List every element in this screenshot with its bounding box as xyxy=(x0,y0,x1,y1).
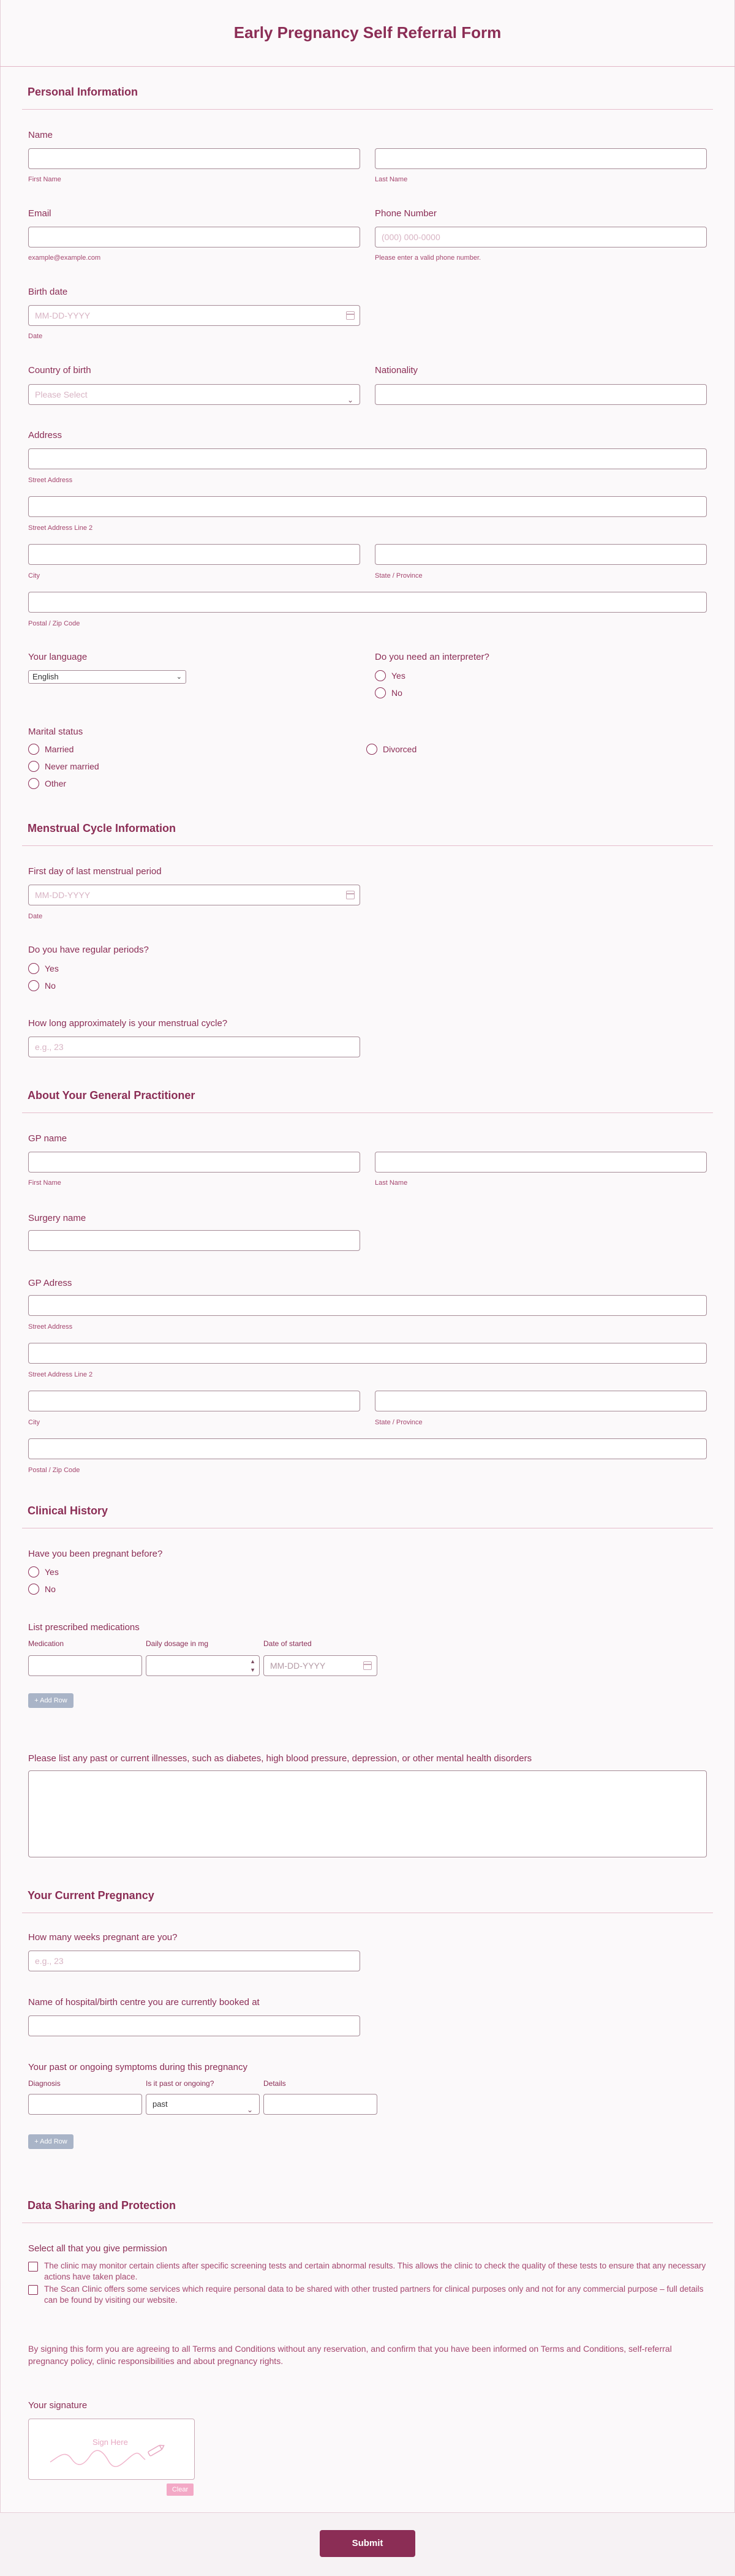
birth-date-sublabel: Date xyxy=(28,333,43,340)
radio-button[interactable] xyxy=(28,1566,39,1577)
symptoms-label: Your past or ongoing symptoms during this pregnancy xyxy=(28,2062,247,2072)
marital-divorced-option[interactable] xyxy=(366,744,417,755)
street-address-2-input[interactable] xyxy=(28,496,707,517)
regular-periods-label: Do you have regular periods? xyxy=(28,945,149,955)
city-input[interactable] xyxy=(28,544,360,565)
country-select[interactable] xyxy=(28,384,360,405)
gp-first-name-input[interactable] xyxy=(28,1152,360,1173)
marital-never-married-option[interactable] xyxy=(28,761,99,772)
radio-button[interactable] xyxy=(28,1584,39,1595)
first-name-sublabel: First Name xyxy=(28,176,61,183)
option-label: Married xyxy=(45,744,74,754)
illness-label: Please list any past or current illnesses, such as diabetes, high blood pressure, depression, or other mental health disorders xyxy=(28,1753,532,1764)
option-label: Yes xyxy=(45,1567,59,1577)
option-label: No xyxy=(391,688,402,698)
language-value: English xyxy=(32,672,59,681)
lmp-date-input[interactable] xyxy=(28,885,360,905)
gp-street-input[interactable] xyxy=(28,1295,707,1316)
language-select[interactable] xyxy=(28,670,186,684)
section-title-clinical: Clinical History xyxy=(28,1505,108,1517)
chevron-down-icon: ⌄ xyxy=(246,2106,253,2114)
add-medication-row-button[interactable]: + Add Row xyxy=(28,1693,74,1708)
email-sublabel: example@example.com xyxy=(28,254,101,262)
gp-address-label: GP Adress xyxy=(28,1278,72,1288)
last-name-input[interactable] xyxy=(375,148,707,169)
past-ongoing-value: past xyxy=(153,2099,168,2109)
details-column-header: Details xyxy=(263,2079,286,2088)
option-label: Yes xyxy=(45,964,59,973)
radio-button[interactable] xyxy=(28,778,39,789)
pregnant-before-yes-option[interactable] xyxy=(28,1566,59,1577)
birth-date-placeholder: MM-DD-YYYY xyxy=(35,311,91,320)
lmp-sublabel: Date xyxy=(28,913,43,920)
phone-placeholder: (000) 000-0000 xyxy=(382,232,440,242)
regular-yes-option[interactable] xyxy=(28,963,59,974)
street-address-input[interactable] xyxy=(28,448,707,469)
lmp-placeholder: MM-DD-YYYY xyxy=(35,890,91,900)
gp-name-label: GP name xyxy=(28,1133,67,1144)
pregnant-before-no-option[interactable] xyxy=(28,1584,56,1595)
surgery-name-label: Surgery name xyxy=(28,1213,86,1223)
option-label: No xyxy=(45,981,56,991)
checkbox[interactable] xyxy=(28,2262,38,2272)
first-name-input[interactable] xyxy=(28,148,360,169)
clear-signature-button[interactable]: Clear xyxy=(167,2483,194,2496)
signature-label: Your signature xyxy=(28,2400,88,2411)
birth-date-input[interactable] xyxy=(28,305,360,326)
gp-city-input[interactable] xyxy=(28,1391,360,1411)
gp-state-input[interactable] xyxy=(375,1391,707,1411)
cycle-length-input[interactable] xyxy=(28,1037,360,1057)
section-title-personal: Personal Information xyxy=(28,86,138,98)
weeks-placeholder: e.g., 23 xyxy=(35,1956,64,1966)
permission-option-sharing[interactable] xyxy=(28,2284,707,2306)
option-label: Other xyxy=(45,779,67,788)
name-label: Name xyxy=(28,130,53,140)
phone-label: Phone Number xyxy=(375,208,437,219)
option-label: No xyxy=(45,1584,56,1594)
medications-label: List prescribed medications xyxy=(28,1622,140,1633)
weeks-pregnant-label: How many weeks pregnant are you? xyxy=(28,1932,178,1943)
birth-date-label: Birth date xyxy=(28,287,68,297)
chevron-down-icon: ⌄ xyxy=(347,396,353,404)
country-label: Country of birth xyxy=(28,365,91,376)
pregnant-before-label: Have you been pregnant before? xyxy=(28,1549,163,1559)
dosage-column-header: Daily dosage in mg xyxy=(146,1639,209,1648)
signature-pad[interactable] xyxy=(28,2419,195,2480)
calendar-icon[interactable] xyxy=(363,1661,372,1670)
last-name-sublabel: Last Name xyxy=(375,176,408,183)
option-label: The clinic may monitor certain clients after specific screening tests and certain abnormal results. This allows the clinic to check the quality of these tests to ensure that any necessary actions have taken place. xyxy=(44,2261,706,2281)
diagnosis-input[interactable] xyxy=(28,2094,142,2115)
interpreter-no-option[interactable] xyxy=(375,687,402,698)
option-label: Divorced xyxy=(383,744,417,754)
section-title-pregnancy: Your Current Pregnancy xyxy=(28,1889,154,1902)
radio-button[interactable] xyxy=(375,670,386,681)
gp-city-sublabel: City xyxy=(28,1419,40,1426)
cycle-placeholder: e.g., 23 xyxy=(35,1042,64,1052)
section-title-menstrual: Menstrual Cycle Information xyxy=(28,822,176,834)
street-address-2-sublabel: Street Address Line 2 xyxy=(28,524,93,532)
state-input[interactable] xyxy=(375,544,707,565)
language-label: Your language xyxy=(28,652,88,662)
phone-input[interactable] xyxy=(375,227,707,247)
gp-street-sublabel: Street Address xyxy=(28,1323,73,1331)
radio-button[interactable] xyxy=(28,744,39,755)
gp-state-sublabel: State / Province xyxy=(375,1419,423,1426)
gp-street-2-sublabel: Street Address Line 2 xyxy=(28,1371,93,1378)
weeks-pregnant-input[interactable] xyxy=(28,1951,360,1971)
option-label: Never married xyxy=(45,761,99,771)
address-label: Address xyxy=(28,430,62,440)
section-title-gp: About Your General Practitioner xyxy=(28,1089,195,1101)
marital-label: Marital status xyxy=(28,727,83,737)
nationality-input[interactable] xyxy=(375,384,707,405)
interpreter-label: Do you need an interpreter? xyxy=(375,652,489,662)
gp-last-name-sublabel: Last Name xyxy=(375,1179,408,1187)
lmp-label: First day of last menstrual period xyxy=(28,866,162,877)
section-divider xyxy=(22,1112,713,1113)
illness-textarea[interactable] xyxy=(28,1770,707,1857)
agreement-text: By signing this form you are agreeing to all Terms and Conditions without any reservation, and confirm that you have been informed on Terms and Conditions, self-referral pregnancy policy, clinic responsibilities and about pregnancy rights. xyxy=(28,2344,672,2366)
gp-street-2-input[interactable] xyxy=(28,1343,707,1364)
form-title: Early Pregnancy Self Referral Form xyxy=(233,23,502,42)
email-label: Email xyxy=(28,208,51,219)
cycle-length-label: How long approximately is your menstrual cycle? xyxy=(28,1018,228,1029)
regular-no-option[interactable] xyxy=(28,980,56,991)
radio-button[interactable] xyxy=(366,744,377,755)
signature-scribble-icon xyxy=(47,2438,170,2468)
radio-button[interactable] xyxy=(28,963,39,974)
marital-other-option[interactable] xyxy=(28,778,66,789)
submit-button[interactable]: Submit xyxy=(320,2530,415,2557)
phone-sublabel: Please enter a valid phone number. xyxy=(375,254,481,262)
section-title-sharing: Data Sharing and Protection xyxy=(28,2199,176,2212)
radio-button[interactable] xyxy=(28,761,39,772)
hospital-label: Name of hospital/birth centre you are currently booked at xyxy=(28,1997,260,2008)
date-started-column-header: Date of started xyxy=(263,1639,312,1648)
past-ongoing-column-header: Is it past or ongoing? xyxy=(146,2079,214,2088)
interpreter-yes-option[interactable] xyxy=(375,670,405,681)
option-label: The Scan Clinic offers some services which require personal data to be shared with other trusted partners for clinical purposes only and not for any commercial purpose – full details can be found by visiting our website. xyxy=(44,2284,704,2305)
gp-postal-sublabel: Postal / Zip Code xyxy=(28,1467,80,1474)
street-address-sublabel: Street Address xyxy=(28,477,73,484)
gp-postal-input[interactable] xyxy=(28,1438,707,1459)
details-input[interactable] xyxy=(263,2094,377,2115)
nationality-label: Nationality xyxy=(375,365,418,376)
chevron-down-icon: ⌄ xyxy=(176,673,182,681)
gp-first-name-sublabel: First Name xyxy=(28,1179,61,1187)
stepper-arrows-icon[interactable]: ▲ ▼ xyxy=(250,1658,255,1673)
add-symptom-row-button[interactable]: + Add Row xyxy=(28,2134,74,2149)
medication-column-header: Medication xyxy=(28,1639,64,1648)
calendar-icon[interactable] xyxy=(346,891,355,899)
section-divider xyxy=(22,109,713,110)
radio-button[interactable] xyxy=(375,687,386,698)
checkbox[interactable] xyxy=(28,2285,38,2295)
state-sublabel: State / Province xyxy=(375,572,423,580)
date-started-input[interactable] xyxy=(263,1655,377,1676)
date-started-placeholder: MM-DD-YYYY xyxy=(270,1661,326,1671)
hospital-input[interactable] xyxy=(28,2015,360,2036)
dosage-input[interactable] xyxy=(146,1655,260,1676)
city-sublabel: City xyxy=(28,572,40,580)
permission-label: Select all that you give permission xyxy=(28,2243,167,2254)
medication-input[interactable] xyxy=(28,1655,142,1676)
signature-hint: Sign Here xyxy=(92,2438,128,2447)
diagnosis-column-header: Diagnosis xyxy=(28,2079,61,2088)
section-divider xyxy=(22,845,713,846)
surgery-name-input[interactable] xyxy=(28,1230,360,1251)
marital-married-option[interactable] xyxy=(28,744,74,755)
email-input[interactable] xyxy=(28,227,360,247)
past-ongoing-select[interactable] xyxy=(146,2094,260,2115)
country-placeholder: Please Select xyxy=(35,390,88,399)
permission-option-monitoring[interactable] xyxy=(28,2261,707,2283)
option-label: Yes xyxy=(391,671,405,681)
postal-sublabel: Postal / Zip Code xyxy=(28,620,80,627)
postal-input[interactable] xyxy=(28,592,707,613)
calendar-icon[interactable] xyxy=(346,311,355,320)
radio-button[interactable] xyxy=(28,980,39,991)
gp-last-name-input[interactable] xyxy=(375,1152,707,1173)
header-divider xyxy=(0,66,735,67)
